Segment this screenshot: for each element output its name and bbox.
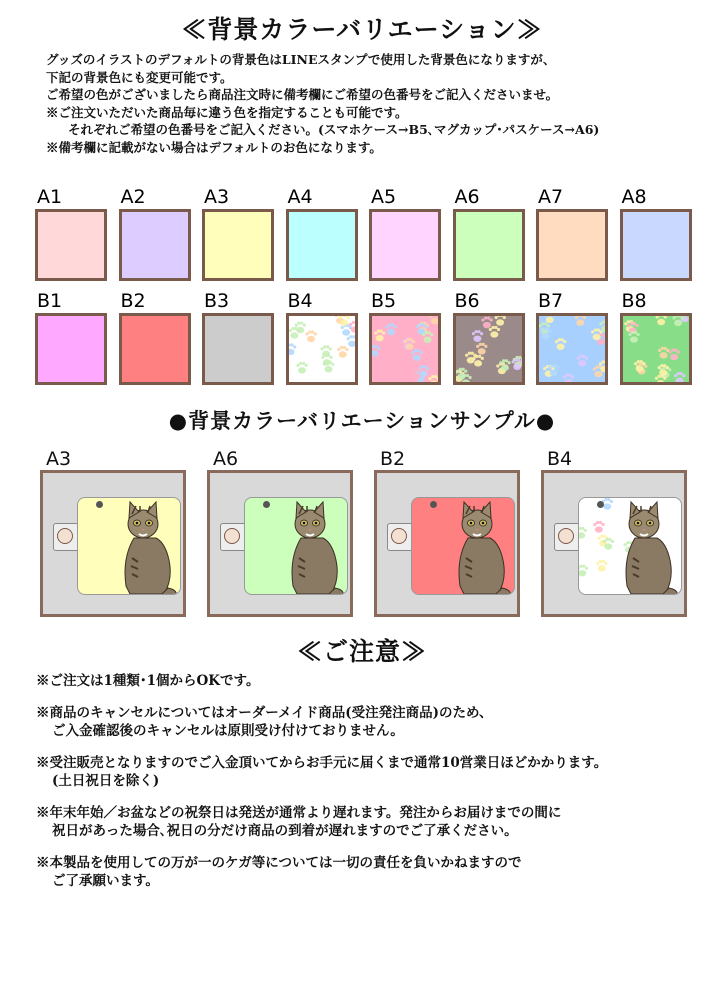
notice-title: ≪ご注意≫	[296, 637, 427, 666]
notice-line: ご了承願います。	[52, 873, 159, 889]
phone-case-sample	[40, 470, 186, 617]
color-swatch	[369, 313, 441, 385]
color-swatch	[202, 313, 274, 385]
notice-line: ※商品のキャンセルについてはオーダーメイド商品(受注発注商品)のため、	[36, 705, 493, 721]
camera-icon	[263, 501, 270, 508]
color-swatch	[620, 313, 692, 385]
color-swatch	[620, 209, 692, 281]
camera-icon	[597, 501, 604, 508]
sample-label: A3	[46, 448, 72, 470]
notice-line: (土日祝日を除く)	[52, 773, 160, 789]
intro-line: それぞれご希望の色番号をご記入ください。(スマホケース→B5､マグカップ･パスケース→A6)	[68, 122, 600, 137]
swatch-label: A1	[37, 186, 63, 208]
phone-case	[244, 497, 348, 595]
color-swatch	[202, 209, 274, 281]
swatch-label: B7	[538, 290, 564, 312]
swatch-label: A6	[454, 186, 480, 208]
color-swatch	[536, 209, 608, 281]
camera-icon	[96, 501, 103, 508]
phone-case	[578, 497, 682, 595]
color-swatch	[453, 313, 525, 385]
color-swatch	[453, 209, 525, 281]
case-button-icon	[391, 528, 407, 544]
swatch-label: A3	[204, 186, 230, 208]
intro-line: 下記の背景色にも変更可能です。	[46, 69, 233, 85]
phone-case-sample	[374, 470, 520, 617]
notice-line: 祝日があった場合､祝日の分だけ商品の到着が遅れますのでご了承ください。	[52, 823, 518, 839]
notice-line: ご入金確認後のキャンセルは原則受け付けておりません。	[52, 723, 404, 739]
notice-line: ※年末年始／お盆などの祝祭日は発送が通常より遅れます。発注からお届けまでの間に	[36, 805, 562, 821]
intro-text	[46, 51, 599, 156]
swatch-label: A8	[621, 186, 647, 208]
case-button-icon	[224, 528, 240, 544]
swatch-label: A4	[287, 186, 313, 208]
phone-case	[77, 497, 181, 595]
swatch-label: B1	[37, 290, 63, 312]
swatch-label: A7	[538, 186, 564, 208]
swatch-label: A5	[371, 186, 397, 208]
camera-icon	[430, 501, 437, 508]
swatch-label: B2	[120, 290, 146, 312]
phone-case	[411, 497, 515, 595]
color-swatch	[369, 209, 441, 281]
notice-item	[36, 704, 607, 740]
notice-item	[36, 854, 607, 890]
notice-line: ※ご注文は1種類･1個からOKです。	[36, 673, 260, 689]
notice-line: ※本製品を使用しての万が一のケガ等については一切の責任を負いかねますので	[36, 855, 522, 871]
color-swatch	[35, 313, 107, 385]
swatch-label: B8	[621, 290, 647, 312]
page-title: ≪背景カラーバリエーション≫	[181, 15, 543, 44]
color-swatch	[286, 209, 358, 281]
case-button-icon	[57, 528, 73, 544]
sample-label: B4	[547, 448, 573, 470]
swatch-label: B3	[204, 290, 230, 312]
intro-line: ※ご注文いただいた商品毎に違う色を指定することも可能です。	[46, 104, 408, 120]
intro-line: ※備考欄に記載がない場合はデフォルトのお色になります。	[46, 139, 382, 155]
intro-line: グッズのイラストのデフォルトの背景色はLINEスタンプで使用した背景色になりますが、	[46, 52, 556, 67]
sample-label: A6	[213, 448, 239, 470]
sample-section-title: ●背景カラーバリエーションサンプル●	[168, 409, 556, 433]
notice-line: ※受注販売となりますのでご入金頂いてからお手元に届くまで通常10営業日ほどかかります。	[36, 755, 608, 771]
color-swatch	[119, 209, 191, 281]
color-swatch	[286, 313, 358, 385]
color-swatch	[35, 209, 107, 281]
intro-line: ご希望の色がございましたら商品注文時に備考欄にご希望の色番号をご記入くださいませ。	[46, 87, 559, 102]
color-swatch	[536, 313, 608, 385]
notice-item	[36, 804, 607, 840]
swatch-label: A2	[120, 186, 146, 208]
notice-list	[36, 672, 607, 904]
swatch-label: B4	[287, 290, 313, 312]
phone-case-sample	[207, 470, 353, 617]
case-button-icon	[558, 528, 574, 544]
notice-item	[36, 672, 607, 690]
phone-case-sample	[541, 470, 687, 617]
sample-label: B2	[380, 448, 406, 470]
swatch-label: B5	[371, 290, 397, 312]
color-swatch	[119, 313, 191, 385]
notice-item	[36, 754, 607, 790]
swatch-label: B6	[454, 290, 480, 312]
